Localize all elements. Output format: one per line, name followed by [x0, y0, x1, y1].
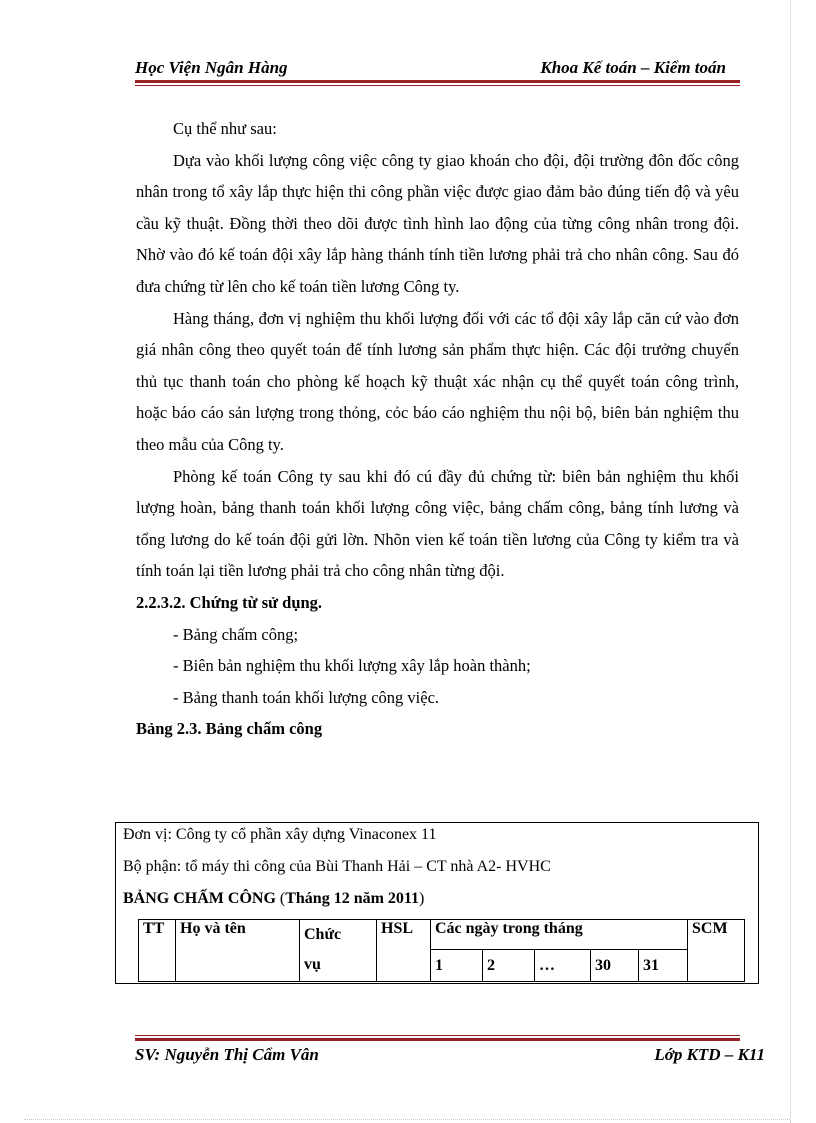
page-footer [135, 1045, 765, 1069]
footer-class: Lớp KTD – K11 [654, 1045, 765, 1064]
col-header-role [300, 920, 377, 982]
section-heading: 2.2.3.2. Chứng từ sử dụng. [136, 592, 323, 612]
form-unit: Đơn vị: Công ty cổ phần xây dựng Vinaconex 11 [123, 826, 437, 843]
intro-line: Cụ thể như sau: [173, 119, 277, 138]
footer-rule-thick [135, 1038, 740, 1041]
form-title-period: Tháng 12 năm 2011 [285, 890, 420, 907]
day-cell: 1 [431, 950, 483, 982]
day-cell: 30 [591, 950, 639, 982]
day-cell: 2 [483, 950, 535, 982]
paragraph-2: Hàng tháng, đơn vị nghiệm thu khối lượng đối với các tổ đội xây lắp căn cứ vào đơn giá nhân công theo quyết toán để tính lương sản phẩm thực hiện. Các đội trưởng chuyển thủ tục thanh toán cho phòng kế hoạch kỹ thuật xác nhận cụ thể quyết toán công trình, hoặc báo cáo sản lượng trong thỏng, cỏc báo cáo nghiệm thu nội bộ, biên bản nghiệm thu theo mẫu của Công ty. [136, 308, 739, 454]
footer-student: SV: Nguyễn Thị Cẩm Vân [135, 1045, 319, 1064]
bullet-item: - Bảng thanh toán khối lượng công việc. [173, 687, 440, 707]
header-rule-thick [135, 80, 740, 83]
day-cell: 31 [639, 950, 688, 982]
col-header-role-line2: vụ [304, 956, 321, 973]
form-title [123, 890, 424, 908]
col-header-tt: TT [139, 920, 176, 982]
attendance-form [115, 822, 759, 984]
document-body [136, 113, 739, 745]
header-department: Khoa Kế toán – Kiểm toán [540, 58, 726, 77]
col-header-hsl: HSL [377, 920, 431, 982]
page-edge-right [790, 0, 791, 1123]
page-header [135, 56, 740, 82]
col-header-name: Họ và tên [176, 920, 300, 982]
bullet-item: - Biên bản nghiệm thu khối lượng xây lắp hoàn thành; [173, 656, 531, 676]
col-header-days: Các ngày trong tháng [431, 920, 688, 950]
page-edge-bottom [24, 1119, 790, 1120]
paragraph-1: Dựa vào khối lượng công việc công ty giao khoán cho đội, đội trường đôn đốc công nhân trong tổ xây lắp thực hiện thi công phần việc được giao đảm bảo đúng tiến độ và yêu cầu kỹ thuật. Đồng thời theo dõi được tình hình lao động của từng công nhân trong đội. Nhờ vào đó kế toán đội xây lắp hàng thánh tính tiền lương phải trả cho nhân công. Sau đó đưa chứng từ lên cho kế toán tiền lương Công ty. [136, 150, 739, 296]
form-department: Bộ phận: tổ máy thi công của Bùi Thanh Hải – CT nhà A2- HVHC [123, 858, 551, 875]
header-institution: Học Viện Ngân Hàng [135, 58, 288, 77]
form-title-paren-open: ( [275, 890, 286, 907]
day-cell: … [535, 950, 591, 982]
col-header-role-line1: Chức [304, 926, 342, 943]
footer-rule-thin [135, 1035, 740, 1036]
form-title-paren-close: ) [419, 890, 425, 907]
bullet-item: - Bảng chấm công; [173, 624, 299, 644]
attendance-table [138, 919, 745, 982]
form-title-main: BẢNG CHẤM CÔNG [123, 890, 276, 907]
col-header-scm: SCM [688, 920, 745, 982]
header-rule-thin [135, 85, 740, 86]
table-caption: Bảng 2.3. Bảng chấm công [136, 719, 323, 739]
paragraph-3: Phòng kế toán Công ty sau khi đó cú đầy đủ chứng từ: biên bản nghiệm thu khối lượng hoàn, bảng thanh toán khối lượng công việc, bảng chấm công, bảng tính lương và tổng lương do kế toán đội gửi lờn. Nhõn vien kế toán tiền lương của Công ty kiểm tra và tính toán lại tiền lương phải trả cho công nhân từng đội. [136, 466, 739, 581]
